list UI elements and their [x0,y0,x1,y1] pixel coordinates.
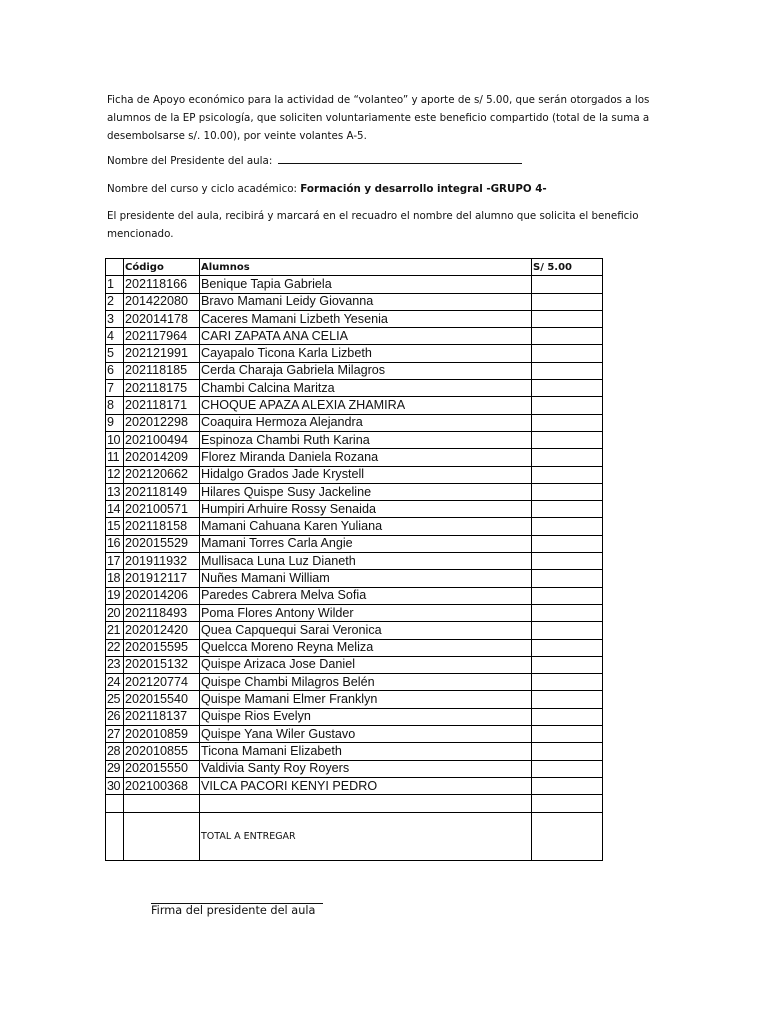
total-empty-cell [106,812,124,860]
student-code: 202118185 [124,362,200,379]
student-code: 202010859 [124,726,200,743]
table-row [106,760,603,777]
student-code: 202118171 [124,397,200,414]
header-number [106,259,124,276]
student-name: CARI ZAPATA ANA CELIA [200,328,532,345]
student-code: 202015529 [124,535,200,552]
student-code: 202010855 [124,743,200,760]
row-number: 7 [106,380,124,397]
student-code: 202014178 [124,310,200,327]
president-name-blank [278,152,522,164]
student-code: 202014209 [124,449,200,466]
student-name: Hidalgo Grados Jade Krystell [200,466,532,483]
amount-checkbox-cell[interactable] [532,570,603,587]
header-students: Alumnos [200,259,532,276]
amount-checkbox-cell[interactable] [532,604,603,621]
student-code: 202012420 [124,622,200,639]
student-name: CHOQUE APAZA ALEXIA ZHAMIRA [200,397,532,414]
row-number: 27 [106,726,124,743]
table-row [106,622,603,639]
student-code: 202014206 [124,587,200,604]
instructions-paragraph: El presidente del aula, recibirá y marcará en el recuadro el nombre del alumno que solicita el beneficio mencionado. [107,210,639,240]
amount-checkbox-cell[interactable] [532,380,603,397]
course-line [107,180,652,198]
table-row [106,743,603,760]
row-number: 10 [106,431,124,448]
student-code: 201912117 [124,570,200,587]
course-value: Formación y desarrollo integral -GRUPO 4- [300,183,547,195]
student-code: 201422080 [124,293,200,310]
empty-cell [124,795,200,812]
row-number: 24 [106,674,124,691]
amount-checkbox-cell[interactable] [532,535,603,552]
student-name: VILCA PACORI KENYI PEDRO [200,777,532,794]
row-number: 3 [106,310,124,327]
amount-checkbox-cell[interactable] [532,345,603,362]
amount-checkbox-cell[interactable] [532,656,603,673]
row-number: 15 [106,518,124,535]
amount-checkbox-cell[interactable] [532,414,603,431]
amount-checkbox-cell[interactable] [532,622,603,639]
student-name: Cerda Charaja Gabriela Milagros [200,362,532,379]
row-number: 11 [106,449,124,466]
amount-checkbox-cell[interactable] [532,553,603,570]
student-code: 202015132 [124,656,200,673]
student-name: Mullisaca Luna Luz Dianeth [200,553,532,570]
table-body [106,276,603,795]
student-code: 202118493 [124,604,200,621]
student-name: Quispe Yana Wiler Gustavo [200,726,532,743]
table-row [106,414,603,431]
student-name: Mamani Cahuana Karen Yuliana [200,518,532,535]
row-number: 8 [106,397,124,414]
empty-cell [532,795,603,812]
table-row [106,345,603,362]
course-label: Nombre del curso y ciclo académico: [107,183,298,195]
table-row [106,587,603,604]
amount-checkbox-cell[interactable] [532,743,603,760]
student-code: 202015550 [124,760,200,777]
student-code: 202118175 [124,380,200,397]
row-number: 29 [106,760,124,777]
row-number: 30 [106,777,124,794]
table-row [106,310,603,327]
table-row [106,501,603,518]
header-amount: S/ 5.00 [532,259,603,276]
president-name-label: Nombre del Presidente del aula: [107,155,273,167]
table-row [106,726,603,743]
table-row [106,674,603,691]
table-row [106,328,603,345]
student-name: Quea Capquequi Sarai Veronica [200,622,532,639]
row-number: 9 [106,414,124,431]
table-row [106,483,603,500]
amount-checkbox-cell[interactable] [532,362,603,379]
amount-checkbox-cell[interactable] [532,691,603,708]
amount-checkbox-cell[interactable] [532,518,603,535]
student-code: 202120662 [124,466,200,483]
student-code: 202100571 [124,501,200,518]
student-name: Espinoza Chambi Ruth Karina [200,431,532,448]
table-row [106,431,603,448]
amount-checkbox-cell[interactable] [532,449,603,466]
total-empty-cell [124,812,200,860]
student-name: Poma Flores Antony Wilder [200,604,532,621]
student-code: 202015595 [124,639,200,656]
row-number: 22 [106,639,124,656]
row-number: 28 [106,743,124,760]
table-row [106,397,603,414]
table-row [106,708,603,725]
student-name: Ticona Mamani Elizabeth [200,743,532,760]
student-name: Chambi Calcina Maritza [200,380,532,397]
table-row [106,449,603,466]
amount-checkbox-cell[interactable] [532,431,603,448]
student-name: Quispe Chambi Milagros Belén [200,674,532,691]
row-number: 23 [106,656,124,673]
empty-cell [106,795,124,812]
row-number: 6 [106,362,124,379]
amount-checkbox-cell[interactable] [532,276,603,293]
student-code: 202120774 [124,674,200,691]
student-code: 202117964 [124,328,200,345]
student-code: 202121991 [124,345,200,362]
student-name: Hilares Quispe Susy Jackeline [200,483,532,500]
student-name: Quispe Rios Evelyn [200,708,532,725]
amount-checkbox-cell[interactable] [532,760,603,777]
row-number: 25 [106,691,124,708]
signature-label: Firma del presidente del aula [151,904,316,917]
row-number: 1 [106,276,124,293]
amount-checkbox-cell[interactable] [532,293,603,310]
student-name: Benique Tapia Gabriela [200,276,532,293]
student-code: 202118137 [124,708,200,725]
row-number: 13 [106,483,124,500]
student-name: Humpiri Arhuire Rossy Senaida [200,501,532,518]
amount-checkbox-cell[interactable] [532,466,603,483]
row-number: 4 [106,328,124,345]
amount-checkbox-cell[interactable] [532,777,603,794]
amount-checkbox-cell[interactable] [532,501,603,518]
amount-checkbox-cell[interactable] [532,310,603,327]
table-row [106,553,603,570]
table-row [106,466,603,483]
table-row [106,691,603,708]
empty-cell [200,795,532,812]
amount-checkbox-cell[interactable] [532,483,603,500]
row-number: 20 [106,604,124,621]
student-name: Quelcca Moreno Reyna Meliza [200,639,532,656]
table-row [106,535,603,552]
table-row [106,656,603,673]
student-name: Nuñes Mamani William [200,570,532,587]
student-code: 202118166 [124,276,200,293]
student-name: Quispe Arizaca Jose Daniel [200,656,532,673]
table-row [106,604,603,621]
table-row [106,380,603,397]
student-code: 202100368 [124,777,200,794]
amount-checkbox-cell[interactable] [532,397,603,414]
student-name: Coaquira Hermoza Alejandra [200,414,532,431]
total-label: TOTAL A ENTREGAR [200,812,532,860]
student-name: Quispe Mamani Elmer Franklyn [200,691,532,708]
header-code: Código [124,259,200,276]
row-number: 19 [106,587,124,604]
empty-row [106,795,603,812]
row-number: 14 [106,501,124,518]
student-name: Bravo Mamani Leidy Giovanna [200,293,532,310]
student-code: 201911932 [124,553,200,570]
total-row [106,812,603,860]
table-row [106,777,603,794]
row-number: 21 [106,622,124,639]
row-number: 17 [106,553,124,570]
amount-checkbox-cell[interactable] [532,639,603,656]
student-code: 202012298 [124,414,200,431]
table-row [106,518,603,535]
total-amount-cell[interactable] [532,812,603,860]
student-table [105,258,603,861]
table-row [106,639,603,656]
student-name: Valdivia Santy Roy Royers [200,760,532,777]
row-number: 16 [106,535,124,552]
student-name: Caceres Mamani Lizbeth Yesenia [200,310,532,327]
row-number: 18 [106,570,124,587]
student-name: Florez Miranda Daniela Rozana [200,449,532,466]
amount-checkbox-cell[interactable] [532,328,603,345]
amount-checkbox-cell[interactable] [532,726,603,743]
student-code: 202118158 [124,518,200,535]
amount-checkbox-cell[interactable] [532,587,603,604]
table-row [106,570,603,587]
amount-checkbox-cell[interactable] [532,708,603,725]
table-row [106,276,603,293]
row-number: 26 [106,708,124,725]
row-number: 2 [106,293,124,310]
table-row [106,362,603,379]
student-code: 202118149 [124,483,200,500]
table-row [106,293,603,310]
student-name: Mamani Torres Carla Angie [200,535,532,552]
table-header-row [106,259,603,276]
student-name: Cayapalo Ticona Karla Lizbeth [200,345,532,362]
amount-checkbox-cell[interactable] [532,674,603,691]
student-code: 202015540 [124,691,200,708]
row-number: 5 [106,345,124,362]
president-name-line [107,152,652,170]
intro-paragraph: Ficha de Apoyo económico para la actividad de “volanteo” y aporte de s/ 5.00, que serán otorgados a los alumnos de la EP psicología, que soliciten voluntariamente este beneficio compartido (total de la suma a desembolsarse s/. 10.00), por veinte volantes A-5. [107,94,650,142]
student-code: 202100494 [124,431,200,448]
row-number: 12 [106,466,124,483]
student-name: Paredes Cabrera Melva Sofia [200,587,532,604]
